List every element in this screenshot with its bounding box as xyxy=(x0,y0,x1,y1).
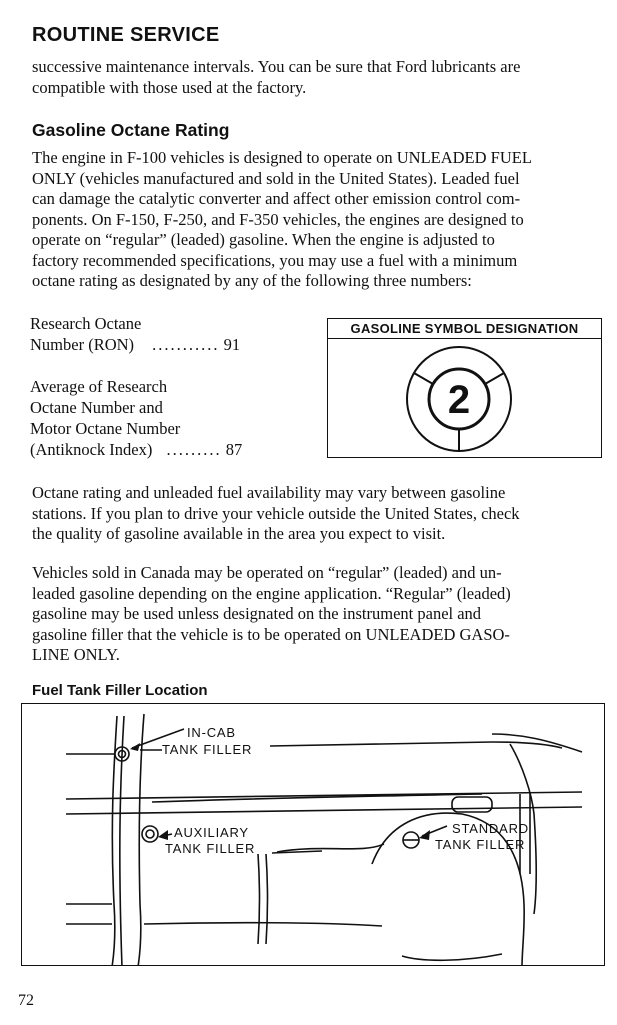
gasoline-symbol-box xyxy=(327,318,602,458)
canada-line: gasoline may be used unless designated on the instrument panel and xyxy=(32,604,482,623)
octane-line: ONLY (vehicles manufactured and sold in the United States). Leaded fuel xyxy=(32,168,520,188)
octane-line: factory recommended specifications, you may use a fuel with a minimum xyxy=(32,250,518,270)
availability-paragraph xyxy=(32,483,610,545)
octane-line: octane rating as designated by any of the following three numbers: xyxy=(32,271,472,290)
rating-label: Motor Octane Number xyxy=(30,419,181,438)
callout-in-cab-line2: TANK FILLER xyxy=(162,742,253,757)
availability-line: stations. If you plan to drive your vehicle outside the United States, check xyxy=(32,503,520,523)
rating-value: 87 xyxy=(225,440,243,459)
truck-illustration xyxy=(22,704,605,966)
symbol-box-title: GASOLINE SYMBOL DESIGNATION xyxy=(328,319,601,339)
rating-label: Octane Number and xyxy=(30,398,163,417)
leader-dots: ........... xyxy=(152,335,220,354)
octane-line: operate on “regular” (leaded) gasoline. When the engine is adjusted to xyxy=(32,230,495,249)
rating-antiknock xyxy=(30,376,315,460)
availability-line: Octane rating and unleaded fuel availability may vary between gasoline xyxy=(32,483,506,502)
octane-line: The engine in F-100 vehicles is designed to operate on UNLEADED FUEL xyxy=(32,148,532,167)
gasoline-symbol-icon xyxy=(328,337,600,457)
octane-heading: Gasoline Octane Rating xyxy=(32,120,230,140)
symbol-number: 2 xyxy=(447,378,471,422)
rating-row xyxy=(30,439,315,460)
canada-line: gasoline filler that the vehicle is to be operated on UNLEADED GASO- xyxy=(32,624,510,644)
callout-standard-line1: STANDARD xyxy=(452,821,529,836)
callout-in-cab-line1: IN-CAB xyxy=(187,725,236,740)
section-title: ROUTINE SERVICE xyxy=(32,24,220,46)
figure-title: Fuel Tank Filler Location xyxy=(32,682,208,699)
leader-dots: ......... xyxy=(166,440,222,459)
rating-label: Average of Research xyxy=(30,377,168,396)
availability-line: the quality of gasoline available in the area you expect to visit. xyxy=(32,524,446,543)
rating-label: (Antiknock Index) xyxy=(30,440,153,459)
rating-row xyxy=(30,334,315,355)
canada-line: leaded gasoline depending on the engine application. “Regular” (leaded) xyxy=(32,583,511,603)
intro-paragraph xyxy=(32,57,610,98)
rating-ron xyxy=(30,313,315,355)
rating-value: 91 xyxy=(223,335,241,354)
intro-line: compatible with those used at the factory. xyxy=(32,77,307,97)
callout-auxiliary-line1: AUXILIARY xyxy=(174,825,249,840)
canada-line: LINE ONLY. xyxy=(32,645,120,664)
fuel-tank-figure xyxy=(21,703,605,966)
rating-label: Research Octane xyxy=(30,314,142,333)
callout-standard-line2: TANK FILLER xyxy=(435,837,526,852)
octane-paragraph xyxy=(32,148,610,292)
callout-auxiliary-line2: TANK FILLER xyxy=(165,841,256,856)
rating-label: Number (RON) xyxy=(30,335,135,354)
intro-line: successive maintenance intervals. You can be sure that Ford lubricants are xyxy=(32,57,521,76)
canada-line: Vehicles sold in Canada may be operated on “regular” (leaded) and un- xyxy=(32,563,502,582)
octane-line: ponents. On F-150, F-250, and F-350 vehicles, the engines are designed to xyxy=(32,209,524,229)
canada-paragraph xyxy=(32,563,610,666)
octane-line: can damage the catalytic converter and affect other emission control com- xyxy=(32,189,521,208)
page-number: 72 xyxy=(18,992,34,1009)
